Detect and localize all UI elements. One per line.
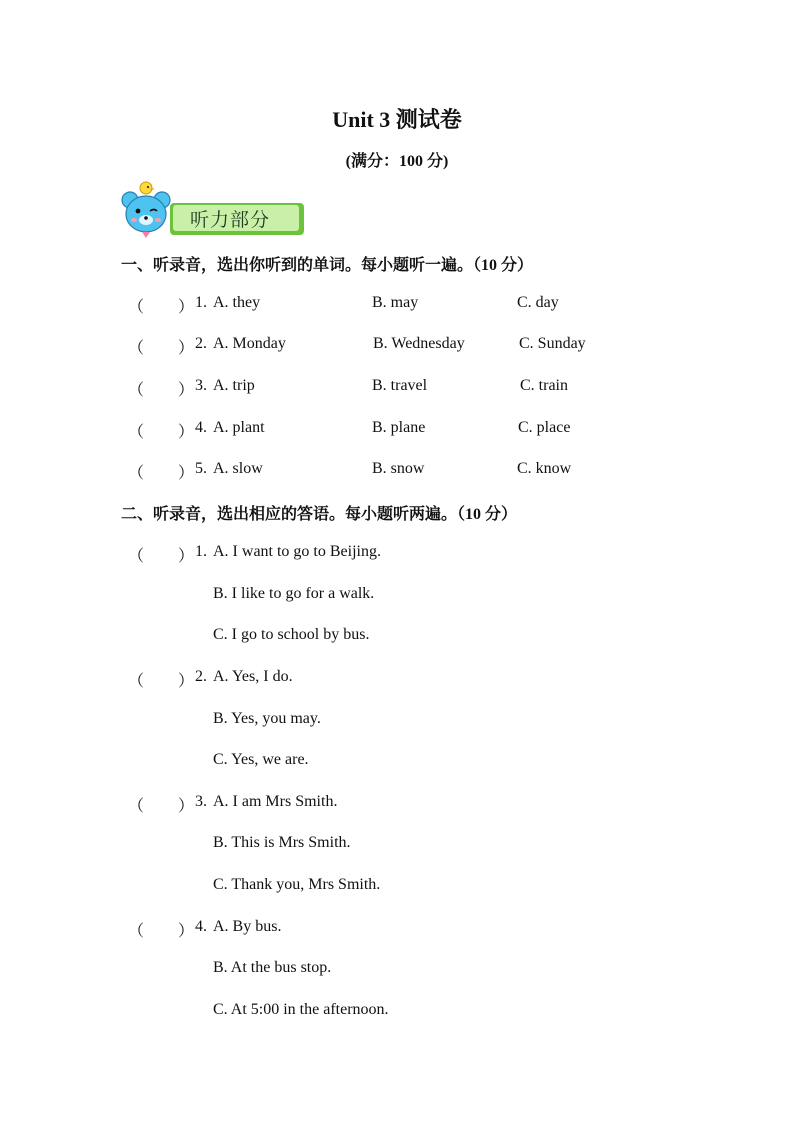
option-b: B. Yes, you may. <box>213 710 321 727</box>
option-row <box>0 751 794 775</box>
option-c: C. place <box>518 419 571 436</box>
answer-blank-open: （ <box>128 798 145 815</box>
question-row <box>0 793 794 817</box>
question-number: 3. <box>195 377 207 394</box>
option-c: C. know <box>517 460 572 477</box>
option-c: C. At 5:00 in the afternoon. <box>213 1001 389 1018</box>
option-a: A. they <box>213 294 261 311</box>
option-row <box>0 626 794 650</box>
answer-blank-open: （ <box>128 340 145 357</box>
question-number: 2. <box>195 668 207 685</box>
option-b: B. snow <box>372 460 425 477</box>
option-b: B. Wednesday <box>373 335 465 352</box>
option-c: C. Sunday <box>519 335 586 352</box>
answer-blank-close: ） <box>178 923 195 940</box>
answer-blank-open: （ <box>128 299 145 316</box>
option-c: C. train <box>520 377 568 394</box>
answer-blank-open: （ <box>128 548 145 565</box>
option-row <box>0 876 794 900</box>
option-a: A. plant <box>213 419 265 436</box>
question-row <box>0 419 794 443</box>
question-number: 1. <box>195 294 207 311</box>
answer-blank-close: ） <box>178 548 195 565</box>
question-number: 1. <box>195 543 207 560</box>
option-b: B. may <box>372 294 419 311</box>
answer-blank-close: ） <box>178 382 195 399</box>
option-row <box>0 585 794 609</box>
option-row <box>0 1001 794 1025</box>
question-number: 4. <box>195 918 207 935</box>
option-a: A. I am Mrs Smith. <box>213 793 338 810</box>
option-a: A. trip <box>213 377 255 394</box>
option-b: B. At the bus stop. <box>213 959 332 976</box>
question-row <box>0 918 794 942</box>
question-row <box>0 668 794 692</box>
section2-heading: 二、听录音，选出相应的答语。每小题听两遍。（10 分） <box>121 506 518 523</box>
question-number: 2. <box>195 335 207 352</box>
question-number: 3. <box>195 793 207 810</box>
answer-blank-open: （ <box>128 673 145 690</box>
answer-blank-open: （ <box>128 923 145 940</box>
option-c: C. I go to school by bus. <box>213 626 370 643</box>
option-b: B. plane <box>372 419 426 436</box>
answer-blank-close: ） <box>178 340 195 357</box>
option-c: C. Yes, we are. <box>213 751 309 768</box>
answer-blank-open: （ <box>128 424 145 441</box>
question-row <box>0 543 794 567</box>
question-row <box>0 335 794 359</box>
option-row <box>0 834 794 858</box>
bear-mascot-icon <box>122 192 170 238</box>
option-c: C. day <box>517 294 559 311</box>
answer-blank-close: ） <box>178 798 195 815</box>
question-row <box>0 294 794 318</box>
option-a: A. Yes, I do. <box>213 668 293 685</box>
page-title: Unit 3 测试卷 <box>332 107 462 132</box>
option-a: A. By bus. <box>213 918 282 935</box>
answer-blank-open: （ <box>128 465 145 482</box>
banner-label: 听力部分 <box>190 209 271 231</box>
answer-blank-close: ） <box>178 424 195 441</box>
option-row <box>0 710 794 734</box>
question-row <box>0 460 794 484</box>
option-b: B. This is Mrs Smith. <box>213 834 351 851</box>
chick-icon <box>140 182 155 194</box>
answer-blank-open: （ <box>128 382 145 399</box>
option-b: B. travel <box>372 377 428 394</box>
question-row <box>0 377 794 401</box>
answer-blank-close: ） <box>178 299 195 316</box>
question-number: 5. <box>195 460 207 477</box>
score-subtitle: (满分：100 分) <box>345 153 449 170</box>
option-row <box>0 959 794 983</box>
option-a: A. I want to go to Beijing. <box>213 543 381 560</box>
option-c: C. Thank you, Mrs Smith. <box>213 876 381 893</box>
answer-blank-close: ） <box>178 465 195 482</box>
section1-heading: 一、听录音，选出你听到的单词。每小题听一遍。（10 分） <box>121 257 534 274</box>
option-a: A. slow <box>213 460 263 477</box>
option-b: B. I like to go for a walk. <box>213 585 375 602</box>
question-number: 4. <box>195 419 207 436</box>
answer-blank-close: ） <box>178 673 195 690</box>
option-a: A. Monday <box>213 335 286 352</box>
